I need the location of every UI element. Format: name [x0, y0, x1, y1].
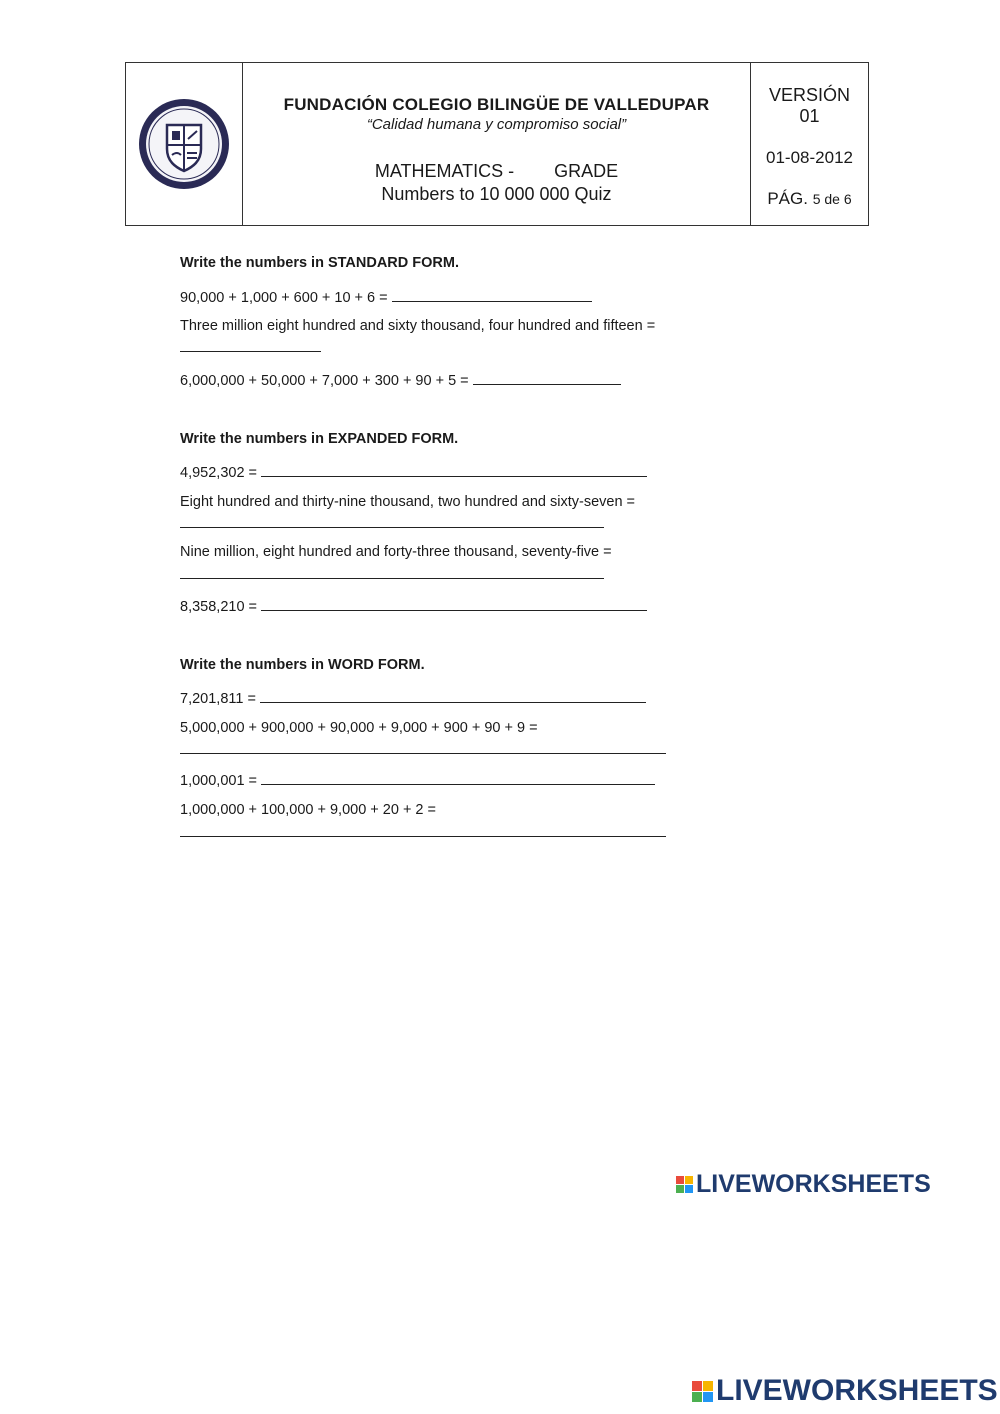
liveworksheets-logo-mid	[676, 1170, 931, 1199]
subject-line	[243, 161, 750, 182]
expanded-q2-answer-blank[interactable]	[180, 527, 604, 528]
word-q4-text: 1,000,000 + 100,000 + 9,000 + 20 + 2 =	[180, 802, 436, 818]
liveworksheets-logo-bottom	[692, 1374, 998, 1408]
liveworksheets-wordmark: LIVEWORKSHEETS	[716, 1374, 998, 1407]
word-q1-answer-blank[interactable]	[260, 688, 646, 703]
expanded-q3-answer-blank[interactable]	[180, 578, 604, 579]
word-q1-text: 7,201,811 =	[180, 691, 256, 707]
version-number: 01	[799, 106, 820, 126]
word-q1	[180, 688, 646, 707]
school-seal-logo	[137, 97, 231, 191]
standard-q3-answer-blank[interactable]	[473, 370, 621, 385]
logo-cell	[126, 63, 243, 225]
expanded-q4-answer-blank[interactable]	[261, 596, 647, 611]
standard-form-heading: Write the numbers in STANDARD FORM.	[180, 255, 459, 271]
expanded-q1	[180, 462, 647, 481]
expanded-form-heading: Write the numbers in EXPANDED FORM.	[180, 431, 459, 447]
expanded-q1-text: 4,952,302 =	[180, 465, 258, 481]
school-name: FUNDACIÓN COLEGIO BILINGÜE DE VALLEDUPAR	[283, 95, 710, 114]
title-cell	[243, 63, 751, 225]
word-q3-answer-blank[interactable]	[261, 770, 655, 785]
version-label: VERSIÓN	[768, 85, 851, 105]
standard-q3	[180, 370, 621, 389]
word-form-heading: Write the numbers in WORD FORM.	[180, 657, 425, 673]
liveworksheets-blocks-icon	[676, 1176, 693, 1193]
expanded-q3-text: Nine million, eight hundred and forty-three thousand, seventy-five =	[180, 544, 612, 560]
page-label: PÁG.	[767, 189, 808, 208]
subject-label: MATHEMATICS -	[374, 161, 515, 181]
standard-q2-answer-blank[interactable]	[180, 351, 321, 352]
document-header	[125, 62, 869, 226]
expanded-q4	[180, 596, 647, 615]
standard-q3-text: 6,000,000 + 50,000 + 7,000 + 300 + 90 + 5 =	[180, 373, 469, 389]
expanded-q1-answer-blank[interactable]	[261, 462, 647, 477]
standard-q2-text: Three million eight hundred and sixty thousand, four hundred and fifteen =	[180, 318, 656, 334]
document-date: 01-08-2012	[766, 148, 853, 167]
page-value: 5 de 6	[812, 191, 852, 207]
standard-q1	[180, 287, 592, 306]
grade-label: GRADE	[554, 161, 619, 181]
standard-q1-answer-blank[interactable]	[392, 287, 592, 302]
liveworksheets-blocks-icon	[692, 1381, 713, 1402]
page-number	[751, 189, 868, 209]
expanded-q2-text: Eight hundred and thirty-nine thousand, two hundred and sixty-seven =	[180, 494, 636, 510]
word-q2-answer-blank[interactable]	[180, 753, 666, 754]
meta-cell	[751, 63, 868, 225]
expanded-q4-text: 8,358,210 =	[180, 599, 258, 615]
school-motto: “Calidad humana y compromiso social”	[366, 116, 627, 133]
quiz-title: Numbers to 10 000 000 Quiz	[381, 184, 612, 204]
word-q4-answer-blank[interactable]	[180, 836, 666, 837]
word-q3	[180, 770, 655, 789]
word-q3-text: 1,000,001 =	[180, 773, 258, 789]
liveworksheets-wordmark: LIVEWORKSHEETS	[696, 1170, 931, 1198]
version-block	[751, 85, 868, 127]
standard-q1-text: 90,000 + 1,000 + 600 + 10 + 6 =	[180, 290, 388, 306]
word-q2-text: 5,000,000 + 900,000 + 90,000 + 9,000 + 900 + 90 + 9 =	[180, 720, 538, 736]
